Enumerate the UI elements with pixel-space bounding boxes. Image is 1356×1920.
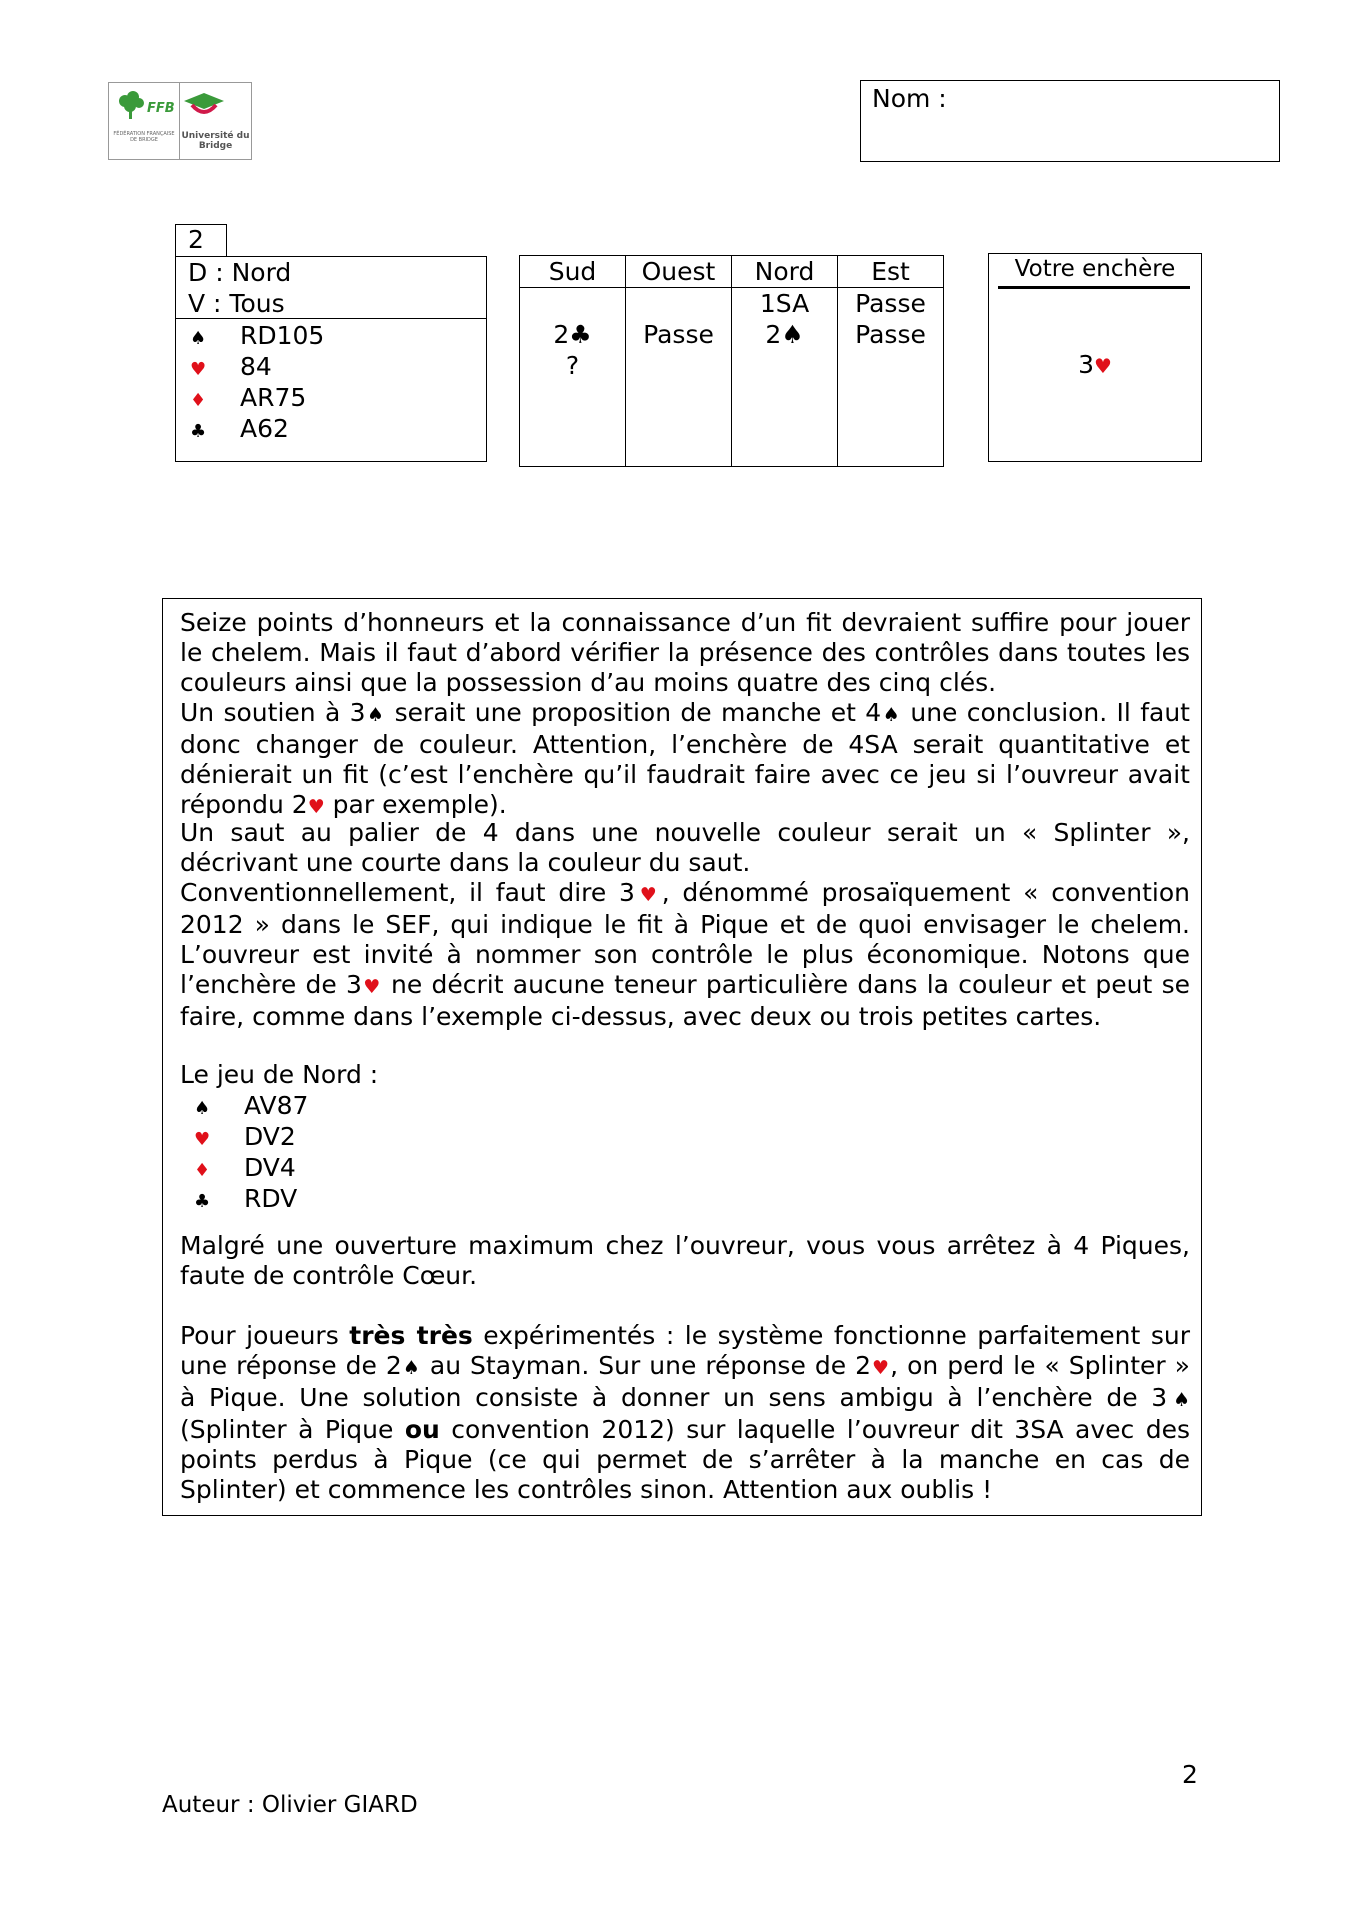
bid-ouest-2: Passe [643, 320, 714, 349]
heart-icon: ♥ [634, 884, 662, 906]
universite-logo [180, 83, 251, 159]
answer-bid [988, 349, 1202, 382]
hand-cards-hearts: 84 [240, 352, 272, 381]
north-cards-spades: AV87 [244, 1091, 309, 1120]
text: au Stayman. Sur une réponse de 2 [420, 1351, 871, 1380]
ffb-logo-tree [109, 83, 180, 159]
text: (Splinter à Pique [180, 1415, 405, 1444]
ffb-logo [108, 82, 252, 160]
north-suit-spades [194, 1090, 309, 1124]
universite-logo-text: Université du Bridge [181, 131, 250, 151]
bidding-header-sud: Sud [548, 257, 597, 286]
answer-underline [998, 286, 1190, 289]
text: , on perd le « Splinter » à Pique. Une solution consiste à donner un sens ambigu à l’enchère de 3 [180, 1351, 1190, 1412]
deal-number: 2 [175, 224, 227, 256]
hand-cards-clubs: A62 [240, 414, 289, 443]
hand-suit-hearts [190, 351, 272, 385]
hand-suit-clubs [190, 413, 289, 447]
club-icon: ♣ [194, 1191, 211, 1212]
ffb-logo-subtitle: FÉDÉRATION FRANÇAISE DE BRIDGE [113, 131, 175, 143]
commentary-p1: Seize points d’honneurs et la connaissance d’un fit devraient suffire pour jouer le chelem. Mais il faut d’abord vérifier la présence des contrôles dans toutes les couleurs ainsi que la possession d’au moins quatre des cinq clés. [180, 608, 1190, 697]
text: par exemple). [324, 790, 507, 819]
commentary-p3: Un saut au palier de 4 dans une nouvelle couleur serait un « Splinter », décrivant une courte dans la couleur du saut. [180, 818, 1190, 877]
north-cards-diamonds: DV4 [244, 1153, 296, 1182]
commentary-p6 [180, 1321, 1190, 1505]
text-bold: très très [349, 1321, 473, 1350]
north-suit-diamonds [194, 1152, 296, 1186]
name-label: Nom : [872, 84, 947, 113]
text: expérimentés : le système fonctionne parfaitement sur une réponse de 2 [180, 1321, 1190, 1380]
bid-sud-3: ? [565, 351, 580, 380]
heart-icon: ♥ [361, 976, 382, 998]
bid-est-1: Passe [855, 289, 926, 318]
hand-suit-spades [190, 320, 325, 354]
heart-icon: ♥ [190, 359, 207, 380]
text: Pour joueurs [180, 1321, 350, 1350]
club-icon: ♣ [190, 421, 207, 442]
text: serait une proposition de manche et 4 [385, 698, 882, 727]
vulnerability: V : Tous [188, 289, 285, 318]
page-number: 2 [1182, 1760, 1198, 1789]
spade-icon: ♠ [881, 704, 902, 726]
text: convention 2012) sur laquelle l’ouvreur dit 3SA avec des points perdus à Pique (ce qui permet de s’arrêter à la manche en cas de Splinter) et commence les contrôles sinon. Attention aux oublis ! [180, 1415, 1190, 1504]
dealer: D : Nord [188, 258, 292, 287]
heart-icon: ♥ [307, 796, 325, 818]
spade-icon: ♠ [1167, 1389, 1190, 1411]
text: Conventionnellement, il faut dire 3 [180, 878, 635, 907]
bid-est-2: Passe [855, 320, 926, 349]
diamond-icon: ♦ [190, 390, 207, 411]
commentary-p2 [180, 698, 1190, 822]
north-suit-clubs [194, 1183, 298, 1217]
bid-nord-2: 2♠ [765, 320, 804, 349]
north-cards-hearts: DV2 [244, 1122, 296, 1151]
ffb-logo-text: FFB [147, 101, 175, 116]
north-suit-hearts [194, 1121, 296, 1155]
heart-icon: ♥ [194, 1129, 211, 1150]
spade-icon: ♠ [190, 328, 207, 349]
text-bold: ou [404, 1415, 440, 1444]
graduation-cap-icon [180, 85, 250, 127]
text: une conclusion. Il faut donc changer de couleur. Attention, l’enchère de 4SA serait quantitative et dénierait un fit (c’est l’enchère qu’il faudrait faire avec ce jeu si l’ouvreur avait répondu 2 [180, 698, 1190, 819]
spade-icon: ♠ [365, 704, 386, 726]
spade-icon: ♠ [401, 1357, 421, 1379]
commentary-p4 [180, 878, 1190, 1032]
text: , dénommé prosaïquement « convention 2012 » dans le SEF, qui indique le fit à Pique et de quoi envisager le chelem. L’ouvreur est invité à nommer son contrôle le plus économique. Notons que l’enchère de 3 [180, 878, 1190, 999]
diamond-icon: ♦ [194, 1160, 211, 1181]
hand-cards-spades: RD105 [240, 321, 325, 350]
commentary-p5: Malgré une ouverture maximum chez l’ouvreur, vous vous arrêtez à 4 Piques, faute de contrôle Cœur. [180, 1231, 1190, 1290]
heart-icon: ♥ [1093, 354, 1112, 378]
author: Auteur : Olivier GIARD [162, 1792, 418, 1818]
bid-sud-2: 2♣ [553, 320, 592, 349]
north-cards-clubs: RDV [244, 1184, 298, 1213]
text: Un soutien à 3 [180, 698, 366, 727]
north-hand-title: Le jeu de Nord : [180, 1060, 379, 1089]
bidding-header-est: Est [871, 257, 910, 286]
spade-icon: ♠ [194, 1098, 211, 1119]
answer-level: 3 [1078, 350, 1094, 379]
bid-nord-1: 1SA [759, 289, 810, 318]
heart-icon: ♥ [870, 1357, 891, 1379]
answer-title: Votre enchère [1014, 256, 1176, 282]
hand-suit-diamonds [190, 382, 307, 416]
bidding-header-ouest: Ouest [641, 257, 716, 286]
text: ne décrit aucune teneur particulière dans la couleur et peut se faire, comme dans l’exemple ci-dessus, avec deux ou trois petites cartes. [180, 970, 1190, 1031]
hand-cards-diamonds: AR75 [240, 383, 307, 412]
bidding-header-nord: Nord [754, 257, 815, 286]
